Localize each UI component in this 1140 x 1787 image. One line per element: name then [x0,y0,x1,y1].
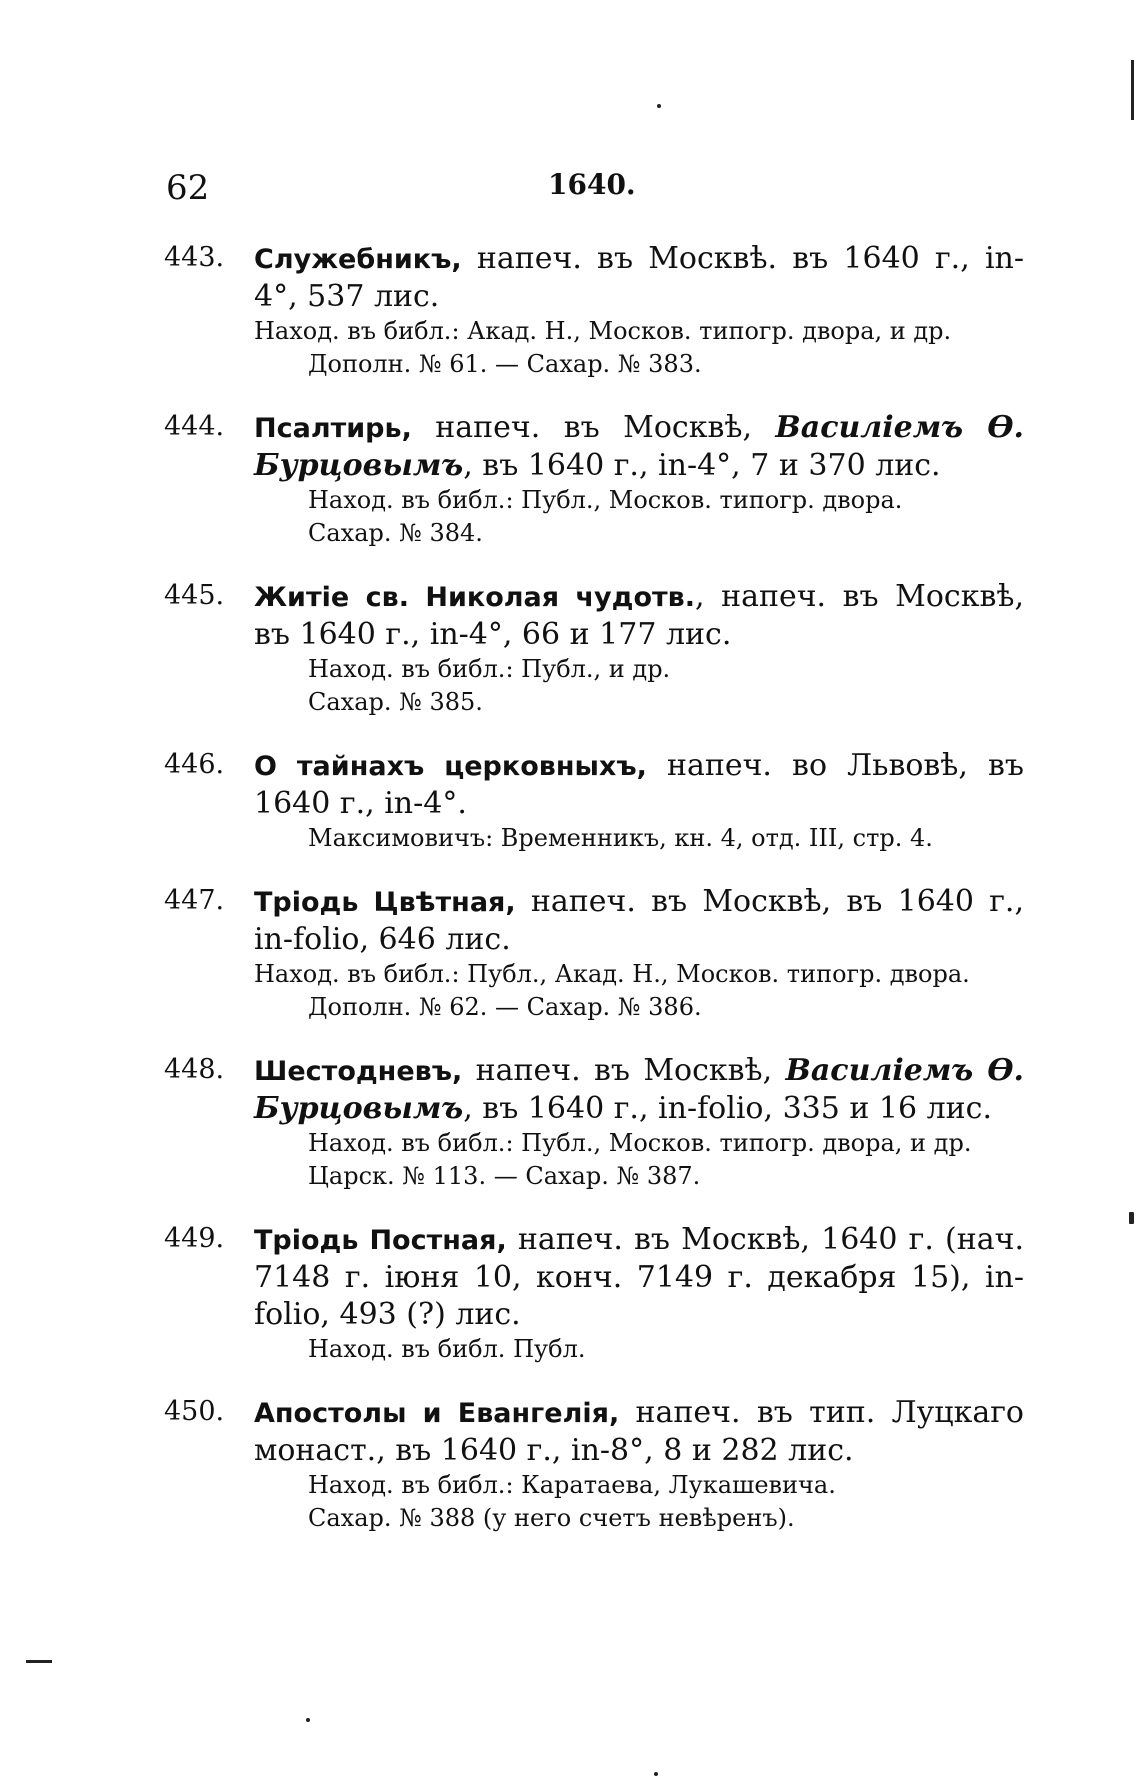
entry-446 [164,747,1024,855]
entry-printer: Василіемъ Ѳ. Бурцовымъ [254,1053,1024,1126]
entry-notes [254,653,1024,719]
entry-title: Апостолы и Евангелія, [254,1398,620,1429]
entry-443 [164,240,1024,381]
entry-description: напеч. въ Москвѣ, въ 1640 г., in-folio, 646 лис. [254,884,1025,957]
entry-note: Дополн. № 62. — Сахар. № 386. [308,993,702,1021]
entry-title: Шестодневъ, [254,1056,463,1087]
entry-note: Наход. въ библ.: Публ., Москов. типогр. двора, и др. [308,1129,972,1157]
entry-note: Сахар. № 384. [308,519,483,547]
entries-list [164,240,1024,1555]
entry-445 [164,578,1024,719]
entry-note: Дополн. № 61. — Сахар. № 383. [308,350,702,378]
scan-speck [26,1660,52,1663]
entry-notes [254,315,1024,381]
entry-note: Наход. въ библ.: Публ., Акад. Н., Москов. типогр. двора. [254,960,970,988]
entry-447 [164,883,1024,1024]
entry-description: напеч. въ Москвѣ, [462,1053,786,1088]
entry-449 [164,1221,1024,1366]
entry-notes [254,822,1024,855]
entry-title: Служебникъ, [254,244,462,275]
entry-text [254,747,1024,822]
entry-printer: Василіемъ Ѳ. Бурцовымъ [254,410,1024,483]
entry-text [254,883,1024,958]
page-number: 62 [166,168,210,208]
entry-note: Наход. въ библ.: Акад. Н., Москов. типогр. двора, и др. [254,317,952,345]
entry-description: напеч. въ тип. Луцкаго монаст., въ 1640 г., in-8°, 8 и 282 лис. [254,1395,1024,1468]
scan-speck [306,1718,310,1722]
entry-text [254,1394,1024,1469]
entry-number: 444. [164,411,225,442]
entry-number: 446. [164,749,225,780]
entry-description-tail: , въ 1640 г., in-4°, 7 и 370 лис. [463,448,941,483]
entry-title: Тріодь Цвѣтная, [254,887,516,918]
entry-notes [254,1127,1024,1193]
entry-number: 447. [164,885,225,916]
entry-title: Тріодь Постная, [254,1225,507,1256]
scan-speck [657,104,661,108]
entry-450 [164,1394,1024,1535]
entry-title: О тайнахъ церковныхъ, [254,751,647,782]
entry-description: напеч. въ Москвѣ, [411,410,776,445]
entry-444 [164,409,1024,550]
entry-number: 445. [164,580,225,611]
entry-text [254,1052,1024,1127]
entry-notes [254,1469,1024,1535]
entry-notes [254,958,1024,1024]
entry-description-tail: , въ 1640 г., in-folio, 335 и 16 лис. [463,1091,992,1126]
entry-number: 448. [164,1054,225,1085]
scan-edge-line [1131,60,1134,120]
entry-note: Наход. въ библ.: Публ., Москов. типогр. двора. [308,486,903,514]
page-header [166,168,1016,208]
entry-448 [164,1052,1024,1193]
entry-note: Сахар. № 385. [308,688,483,716]
entry-note: Максимовичъ: Временникъ, кн. 4, отд. III, стр. 4. [308,824,933,852]
entry-note: Сахар. № 388 (у него счетъ невѣренъ). [308,1504,795,1532]
entry-description: напеч. въ Москвѣ, 1640 г. (нач. 7148 г. іюня 10, конч. 7149 г. декабря 15), in-folio, 493 (?) лис. [254,1222,1024,1332]
entry-note: Царск. № 113. — Сахар. № 387. [308,1162,701,1190]
entry-note: Наход. въ библ. Публ. [308,1335,586,1363]
entry-number: 450. [164,1396,225,1427]
entry-notes [254,484,1024,550]
entry-title: Житіе св. Николая чудотв. [254,582,695,613]
entry-title: Псалтирь, [254,413,412,444]
running-head-year: 1640. [548,168,636,201]
scan-speck [654,1772,658,1776]
entry-notes [254,1333,1024,1366]
entry-text [254,240,1024,315]
entry-note: Наход. въ библ.: Каратаева, Лукашевича. [308,1471,836,1499]
scan-speck [1129,1212,1134,1224]
entry-description: , напеч. въ Москвѣ, въ 1640 г., in-4°, 66 и 177 лис. [254,579,1024,652]
entry-text [254,409,1024,484]
entry-number: 443. [164,242,225,273]
entry-text [254,578,1024,653]
entry-number: 449. [164,1223,225,1254]
entry-description: напеч. въ Москвѣ. въ 1640 г., in-4°, 537 лис. [254,241,1024,314]
entry-text [254,1221,1024,1333]
entry-note: Наход. въ библ.: Публ., и др. [308,655,671,683]
entry-description: напеч. во Львовѣ, въ 1640 г., in-4°. [254,748,1024,821]
